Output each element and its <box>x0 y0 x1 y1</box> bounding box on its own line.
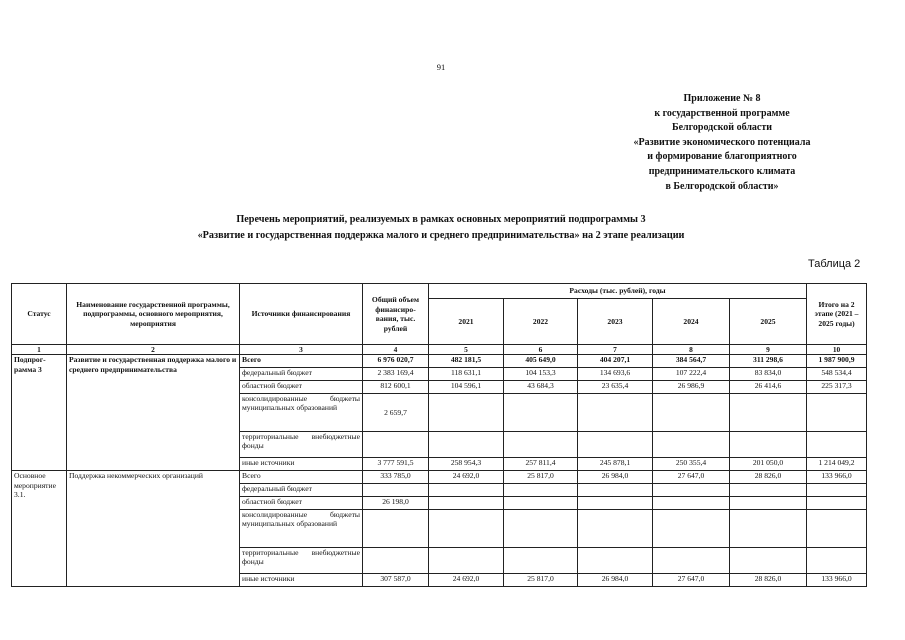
source-cell: консолидированные бюджеты муниципальных образований <box>240 394 363 432</box>
status-cell: Подпрог- рамма 3 <box>12 355 67 471</box>
year-cell: 201 050,0 <box>730 458 807 471</box>
header-stage-total: Итого на 2 этапе (2021 – 2025 годы) <box>807 284 867 345</box>
stage-total-cell <box>807 548 867 574</box>
year-cell <box>653 510 730 548</box>
column-number: 2 <box>67 345 240 355</box>
year-cell <box>578 548 653 574</box>
header-row <box>12 284 867 299</box>
year-cell <box>504 497 578 510</box>
total-cell: 2 383 169,4 <box>363 368 429 381</box>
header-sources: Источники финансирования <box>240 284 363 345</box>
total-cell <box>363 432 429 458</box>
year-cell <box>578 432 653 458</box>
year-cell: 26 984,0 <box>578 574 653 587</box>
budget-table <box>11 283 867 587</box>
page-number: 91 <box>436 62 446 72</box>
year-cell <box>429 394 504 432</box>
document-title <box>0 212 882 244</box>
header-year: 2023 <box>578 299 653 345</box>
stage-total-cell: 225 317,3 <box>807 381 867 394</box>
year-cell <box>429 484 504 497</box>
year-cell: 23 635,4 <box>578 381 653 394</box>
appendix-line: и формирование благоприятного <box>647 151 797 163</box>
total-cell: 3 777 591,5 <box>363 458 429 471</box>
year-cell: 104 153,3 <box>504 368 578 381</box>
year-cell: 258 954,3 <box>429 458 504 471</box>
source-cell: консолидированные бюджеты муниципальных образований <box>240 510 363 548</box>
header-status: Статус <box>12 284 67 345</box>
appendix-line: Белгородской области <box>671 122 773 134</box>
appendix-line: в Белгородской области» <box>665 180 779 192</box>
total-cell: 6 976 020,7 <box>363 355 429 368</box>
year-cell: 24 692,0 <box>429 574 504 587</box>
source-cell: территориальные внебюджетные фонды <box>240 432 363 458</box>
year-cell: 404 207,1 <box>578 355 653 368</box>
year-cell <box>578 394 653 432</box>
year-cell <box>653 497 730 510</box>
stage-total-cell: 133 966,0 <box>807 574 867 587</box>
header-expenses: Расходы (тыс. рублей), годы <box>429 284 807 299</box>
year-cell: 25 817,0 <box>504 471 578 484</box>
source-cell: федеральный бюджет <box>240 368 363 381</box>
column-number: 6 <box>504 345 578 355</box>
source-cell: иные источники <box>240 458 363 471</box>
column-number: 8 <box>653 345 730 355</box>
year-cell: 118 631,1 <box>429 368 504 381</box>
year-cell <box>653 484 730 497</box>
year-cell: 83 834,0 <box>730 368 807 381</box>
total-cell <box>363 484 429 497</box>
stage-total-cell <box>807 497 867 510</box>
header-year: 2021 <box>429 299 504 345</box>
year-cell <box>429 548 504 574</box>
total-cell: 26 198,0 <box>363 497 429 510</box>
year-cell: 43 684,3 <box>504 381 578 394</box>
year-cell: 27 647,0 <box>653 574 730 587</box>
year-cell <box>504 510 578 548</box>
header-year: 2022 <box>504 299 578 345</box>
year-cell <box>578 497 653 510</box>
year-cell: 384 564,7 <box>653 355 730 368</box>
year-cell <box>653 548 730 574</box>
year-cell: 27 647,0 <box>653 471 730 484</box>
year-cell: 311 298,6 <box>730 355 807 368</box>
stage-total-cell: 1 987 900,9 <box>807 355 867 368</box>
total-cell <box>363 548 429 574</box>
year-cell: 250 355,4 <box>653 458 730 471</box>
table-row <box>12 355 867 368</box>
year-cell: 25 817,0 <box>504 574 578 587</box>
total-cell: 333 785,0 <box>363 471 429 484</box>
name-cell: Развитие и государственная поддержка малого и среднего предпринимательства <box>67 355 240 471</box>
header-name: Наименование государственной программы, подпрограммы, основного мероприятия, мероприятия <box>67 284 240 345</box>
column-number-row <box>12 345 867 355</box>
column-number: 4 <box>363 345 429 355</box>
year-cell: 26 986,9 <box>653 381 730 394</box>
year-cell: 26 414,6 <box>730 381 807 394</box>
title-line-2: «Развитие и государственная поддержка малого и среднего предпринимательства» на 2 этапе реализации <box>197 230 685 241</box>
appendix-header <box>602 92 842 194</box>
stage-total-cell: 548 534,4 <box>807 368 867 381</box>
appendix-line: предпринимательского климата <box>648 165 796 177</box>
source-cell: Всего <box>240 355 363 368</box>
year-cell <box>730 432 807 458</box>
source-cell: территориальные внебюджетные фонды <box>240 548 363 574</box>
year-cell: 24 692,0 <box>429 471 504 484</box>
stage-total-cell <box>807 432 867 458</box>
year-cell <box>429 432 504 458</box>
year-cell <box>429 497 504 510</box>
appendix-line: «Развитие экономического потенциала <box>633 136 811 148</box>
title-line-1: Перечень мероприятий, реализуемых в рамках основных мероприятий подпрограммы 3 <box>236 214 646 225</box>
stage-total-cell: 1 214 049,2 <box>807 458 867 471</box>
total-cell: 307 587,0 <box>363 574 429 587</box>
stage-total-cell: 133 966,0 <box>807 471 867 484</box>
column-number: 9 <box>730 345 807 355</box>
year-cell: 405 649,0 <box>504 355 578 368</box>
year-cell <box>730 484 807 497</box>
total-cell: 2 659,7 <box>363 394 429 432</box>
column-number: 1 <box>12 345 67 355</box>
year-cell <box>504 548 578 574</box>
column-number: 5 <box>429 345 504 355</box>
year-cell <box>653 394 730 432</box>
year-cell: 26 984,0 <box>578 471 653 484</box>
stage-total-cell <box>807 394 867 432</box>
year-cell: 482 181,5 <box>429 355 504 368</box>
year-cell: 257 811,4 <box>504 458 578 471</box>
year-cell: 107 222,4 <box>653 368 730 381</box>
year-cell <box>578 510 653 548</box>
column-number: 7 <box>578 345 653 355</box>
year-cell: 28 826,0 <box>730 574 807 587</box>
year-cell <box>429 510 504 548</box>
source-cell: областной бюджет <box>240 497 363 510</box>
stage-total-cell <box>807 510 867 548</box>
year-cell <box>730 548 807 574</box>
year-cell <box>504 394 578 432</box>
header-year: 2024 <box>653 299 730 345</box>
header-year: 2025 <box>730 299 807 345</box>
year-cell <box>730 394 807 432</box>
year-cell: 245 878,1 <box>578 458 653 471</box>
year-cell: 134 693,6 <box>578 368 653 381</box>
year-cell <box>578 484 653 497</box>
appendix-line: Приложение № 8 <box>683 93 761 104</box>
name-cell: Поддержка некоммерческих организаций <box>67 471 240 587</box>
source-cell: областной бюджет <box>240 381 363 394</box>
total-cell <box>363 510 429 548</box>
appendix-line: к государственной программе <box>654 107 790 119</box>
year-cell <box>653 432 730 458</box>
column-number: 3 <box>240 345 363 355</box>
total-cell: 812 600,1 <box>363 381 429 394</box>
source-cell: иные источники <box>240 574 363 587</box>
year-cell: 104 596,1 <box>429 381 504 394</box>
source-cell: федеральный бюджет <box>240 484 363 497</box>
year-cell: 28 826,0 <box>730 471 807 484</box>
table-row <box>12 471 867 484</box>
stage-total-cell <box>807 484 867 497</box>
year-cell <box>504 432 578 458</box>
status-cell: Основное мероприятие 3.1. <box>12 471 67 587</box>
header-total: Общий объем финансиро- вания, тыс. рублей <box>363 284 429 345</box>
year-cell <box>730 497 807 510</box>
source-cell: Всего <box>240 471 363 484</box>
year-cell <box>504 484 578 497</box>
table-label: Таблица 2 <box>808 258 861 270</box>
column-number: 10 <box>807 345 867 355</box>
year-cell <box>730 510 807 548</box>
